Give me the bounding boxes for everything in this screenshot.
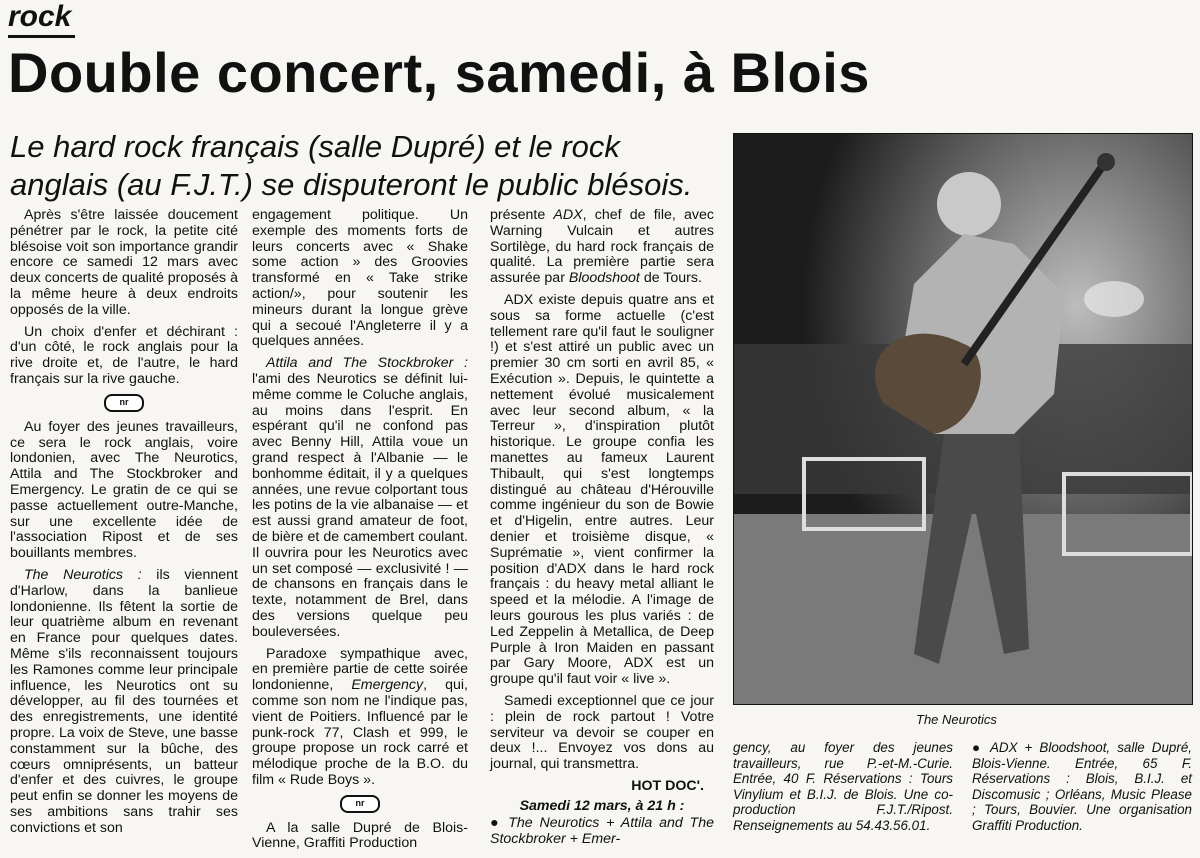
paragraph: Attila and The Stockbroker : l'ami des Neurotics se définit lui-même comme le Coluche anglais, au moins dans l'esprit. En espérant qu'il ne confond pas avec Benny Hill, Attila voue un grand respect à l'Albanie — le bonhomme éditait, il y a quelques années, une revue colportant tous les potins de la vie albanaise — et est aussi grand amateur de foot, de bière et de camembert coulant. Il ouvrira pour les Neurotics avec un set composé — exclusivité ! — de chansons en français dans le texte, notamment de Brel, dans des versions quelque peu bouleversées. (252, 355, 468, 640)
section-separator-icon: nr (104, 394, 144, 412)
paragraph: The Neurotics : ils viennent d'Harlow, dans la banlieue londonienne. Ils fêtent la sortie de leur quatrième album en revenant en France pour quelques dates. Même s'ils reconnaissent toujours les Ramones comme leur principale influence, les Neurotics ont su développer, au fil des tournées et des enregistrements, une identité propre. La voix de Steve, une basse constamment sur la bûche, des cœurs omniprésents, un batteur d'enfer et des cuivres, le groupe peut enfin se donner les moyens de ses ambitions sans trahir ses convictions et son (10, 566, 238, 836)
section-separator-icon: nr (340, 795, 380, 813)
subheadline: Le hard rock français (salle Dupré) et le rock anglais (au F.J.T.) se disputeront le public blésois. (10, 129, 693, 202)
headline: Double concert, samedi, à Blois (8, 41, 870, 104)
article-column-3 (490, 208, 714, 848)
paragraph: Après s'être laissée doucement pénétrer par le rock, la petite cité blésoise voit son importance grandir encore ce samedi 12 mars avec deux concerts de qualité proposés à la même heure à deux endroits opposés de la ville. (10, 207, 238, 318)
paragraph: engagement politique. Un exemple des moments forts de leurs concerts avec « Shake some action » des Groovies transformé en « Take strike action/», pour soutenir les mineurs durant la longue grève qui a secoué l'Angleterre il y a quelques années. (252, 207, 468, 350)
article-column-2 (252, 208, 468, 858)
concert-photo (733, 133, 1193, 705)
paragraph: Paradoxe sympathique avec, en première partie de cette soirée londonienne, Emergency, qui, comme son nom ne l'indique pas, vient de Poitiers. Influencé par le punk-rock 77, Clash et 999, le groupe propose un rock carré et mélodique proche de la B.O. du film « Rude Boys ». (252, 645, 469, 788)
paragraph: ADX existe depuis quatre ans et sous sa forme actuelle (c'est tellement rare qu'il faut le souligner !) et s'est attiré un public avec un premier 30 cm sorti en avril 85, « Exécution ». Depuis, le quintette a nettement évolué musicalement avec leur second album, « la Terreur », d'inspiration plutôt historique. Le groupe confia les manettes au fameux Laurent Thibault, qui s'est longtemps distingué au château d'Hérouville comme ingénieur du son de Bowie et d'Higelin, entre autres. Leur denier et troisième disque, « Suprématie », vient confirmer la position d'ADX dans le hard rock français : du heavy metal alliant le speed et la mélodie. A l'image de leurs gourous les plus variés : de Led Zeppelin à Metallica, de Deep Purple à Iron Maiden en passant par Gary Moore, ADX est un groupe qu'il faut voir « live ». (490, 291, 714, 688)
photo-caption: The Neurotics (916, 712, 997, 727)
listing-entry: gency, au foyer des jeunes travailleurs, rue P.-et-M.-Curie. Entrée, 40 F. Réservations : Tours Vinylium et B.I.J. de Blois. Une co-production F.J.T./Ripost. Renseignements au 54.43.56.01. (733, 740, 953, 833)
paragraph: Samedi exceptionnel que ce jour : plein de rock partout ! Votre serviteur va devoir se couper en deux !... Envoyez vos dons au journal, qui transmettra. (490, 692, 714, 773)
section-rubric: rock (8, 0, 75, 38)
event-date: Samedi 12 mars, à 21 h : (519, 797, 685, 814)
listing-entry: ● ADX + Bloodshoot, salle Dupré, Blois-Vienne. Entrée, 65 F. Réservations : Blois, B.I.J. et Discomusic ; Orléans, Music Please ; Tours, Bouvier. Une organisation Graffiti Production. (972, 740, 1192, 833)
guitarist-photo-icon (734, 134, 1192, 704)
paragraph: Au foyer des jeunes travailleurs, ce sera le rock anglais, voire londonien, avec The Neurotics, Attila and The Stockbroker and Emergency. Le gratin de ce qui se passe actuellement outre-Manche, sur une excellente idée de l'association Ripost et de ses bouillants membres. (10, 418, 238, 562)
band-name: The Neurotics : (24, 566, 142, 583)
paragraph: présente ADX, chef de file, avec Warning Vulcain et autres Sortilège, du hard rock français de qualité. La première partie sera assurée par Bloodshoot de Tours. (490, 207, 714, 287)
article-column-1 (10, 208, 238, 842)
listing-entry: ● The Neurotics + Attila and The Stockbroker + Emer- (490, 815, 714, 848)
band-name: Attila and The Stockbroker : (266, 355, 468, 372)
paragraph: A la salle Dupré de Blois-Vienne, Graffiti Production (252, 819, 468, 852)
paragraph: Un choix d'enfer et déchirant : d'un côté, le rock anglais pour la rive droite et, de l'autre, le hard français sur la rive gauche. (10, 323, 238, 387)
author-signature: HOT DOC'. (631, 777, 704, 794)
